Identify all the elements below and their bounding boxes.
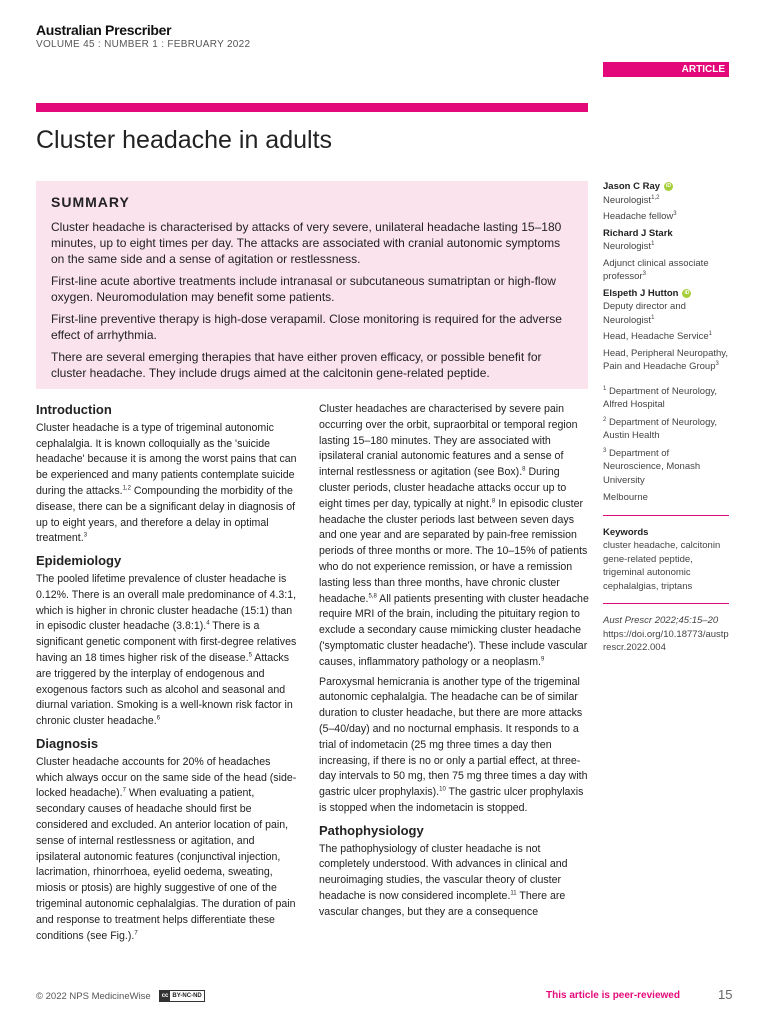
article-title: Cluster headache in adults — [36, 126, 333, 154]
section-heading-introduction: Introduction — [36, 402, 112, 417]
affiliation: $^2$ Department of Neurology, Austin Health — [603, 416, 718, 441]
keywords-heading: Keywords — [603, 526, 649, 538]
journal-logo: Australian Prescriber — [36, 22, 172, 38]
citation: Aust Prescr 2022;45:15–20 — [603, 615, 719, 626]
keywords-list: cluster headache, calcitonin gene-related peptide, trigeminal autonomic cephalalgias, triptans — [603, 540, 721, 592]
article-type-badge: ARTICLE — [603, 62, 729, 77]
affiliation: $^1$ Department of Neurology, Alfred Hospital — [603, 385, 718, 410]
author-name: Elspeth J Hutton iD — [603, 287, 690, 299]
summary-paragraph: There are several emerging therapies that have either proven efficacy, or possible benefit for cluster headache. They include drugs aimed at the calcitonin gene-related peptide. — [51, 350, 542, 380]
body-paragraph: Cluster headache is a type of trigeminal autonomic cephalalgia. It is known colloquially as the 'suicide headache' because it is among the worst pains that can be experienced and many patients contemplate suicide during the attacks.$^{1,2}$ Compounding the morbidity of the disease, there can be a significant delay in diagnosis of up to eight years, and therefore a delay in optimal treatment.$^3$ — [36, 421, 297, 545]
affiliation: $^3$ Department of Neuroscience, Monash University — [603, 447, 701, 486]
title-rule — [36, 103, 588, 112]
author-block — [603, 180, 729, 224]
author-name: Jason C Ray iD — [603, 181, 672, 192]
body-paragraph: The pathophysiology of cluster headache is not completely understood. With advances in clinical and neuroimaging studies, the vascular theory of cluster headache is now considered incomplete.$^{11}$ There are vascular changes, but they are a consequence — [319, 842, 568, 918]
body-column-right — [319, 402, 589, 925]
summary-paragraph: First-line preventive therapy is high-dose verapamil. Close monitoring is required for the adverse effect of arrhythmia. — [51, 312, 562, 342]
author-role: Adjunct clinical associate professor$^3$ — [603, 257, 709, 282]
author-role: Head, Peripheral Neuropathy, Pain and Headache Group$^3$ — [603, 347, 728, 372]
body-paragraph: Paroxysmal hemicrania is another type of the trigeminal autonomic cephalalgia. The headache can be of similar duration to cluster headache, but there are more attacks (5–40/day) and no nocturnal emphasis. It responds to a trial of indometacin (25 mg three times a day then increasing, if there is no or only a partial effect, at three-day intervals to 50 mg, then 75 mg three times a day with gastric ulcer prophylaxis).$^{10}$ The gastric ulcer prophylaxis is stopped when the indometacin is stopped. — [319, 675, 588, 814]
section-heading-diagnosis: Diagnosis — [36, 735, 99, 751]
doi-link[interactable]: https://doi.org/10.18773/austprescr.2022.004 — [603, 628, 729, 653]
section-heading-pathophysiology: Pathophysiology — [319, 822, 424, 838]
body-column-left — [36, 402, 298, 948]
sidebar-divider — [603, 515, 729, 516]
author-role: Neurologist$^{1,2}$ — [603, 194, 660, 206]
author-name: Richard J Stark — [603, 227, 673, 239]
sidebar-divider — [603, 603, 729, 604]
summary-heading: SUMMARY — [51, 194, 130, 210]
author-block — [603, 227, 729, 284]
author-role: Deputy director and Neurologist$^1$ — [603, 301, 686, 326]
body-paragraph: Cluster headaches are characterised by severe pain occurring over the orbit, supraorbital or temporal region lasting 15–180 minutes. They are associated with ipsilateral cranial autonomic features and a sense of internal restlessness or agitation (see Box).$^8$ During cluster periods, cluster headache attacks occur up to eight times per day, typically at night.$^8$ In episodic cluster headache the cluster periods last between seven days and one year and are separated by pain-free remission periods of three months or more. The 10–15% of patients who do not experience remission, or have a remission lasting less than three months, have chronic cluster headache.$^{5,8}$ All patients presenting with cluster headache require MRI of the brain, including the pituitary region to exclude a secondary cause mimicking cluster headache ('symptomatic cluster headache'). These include vascular causes, inflammatory pathology or a neoplasm.$^9$ — [319, 403, 589, 668]
body-paragraph: The pooled lifetime prevalence of cluster headache is 0.12%. There is an overall male predominance of 4.3:1, which is higher in chronic cluster headache (15:1) than in episodic cluster headache (3.8:1).$^4$ There is a significant genetic component with first-degree relatives having an 18 times higher risk of the disease.$^5$ Attacks are triggered by the interplay of endogenous and exogenous factors such as alcohol and seasonal and diurnal variation. Smoking is a well-known risk factor in chronic cluster headache.$^6$ — [36, 572, 297, 728]
affiliation: Melbourne — [603, 492, 648, 503]
author-sidebar — [603, 180, 729, 655]
section-heading-epidemiology: Epidemiology — [36, 553, 122, 569]
peer-review-note: This article is peer-reviewed — [546, 990, 680, 1001]
body-paragraph: Cluster headache accounts for 20% of headaches which always occur on the same side of the head (side-locked headache).$^7$ When evaluating a patient, secondary causes of headache should first be considered and excluded. An anterior location of pain, sense of internal restlessness or agitation, and ipsilateral autonomic features (conjunctival injection, lacrimation, rhinorrhoea, eyelid oedema, sweating, miosis or ptosis) are highly suggestive of one of the trigeminal autonomic cephalalgias. The duration of pain and response to treatment helps differentiate these conditions (see Fig.).$^7$ — [36, 755, 297, 942]
page-number: 15 — [718, 987, 733, 1002]
cc-license-icon[interactable]: cc BY-NC-ND — [159, 990, 205, 1002]
author-role: Neurologist$^1$ — [603, 240, 655, 252]
summary-paragraph: Cluster headache is characterised by attacks of very severe, unilateral headache lasting 15–180 minutes, up to eight times per day. The attacks are associated with cranial autonomic symptoms on the same side and a sense of agitation or restlessness. — [51, 220, 562, 266]
summary-paragraph: First-line acute abortive treatments include intranasal or subcutaneous sumatriptan or high-flow oxygen. Neuromodulation may benefit some patients. — [51, 274, 556, 304]
author-role: Headache fellow$^3$ — [603, 210, 677, 222]
author-role: Head, Headache Service$^1$ — [603, 330, 712, 342]
orcid-icon[interactable]: iD — [684, 289, 690, 296]
author-block — [603, 287, 729, 374]
issue-info: VOLUME 45 : NUMBER 1 : FEBRUARY 2022 — [36, 39, 251, 50]
orcid-icon[interactable]: iD — [666, 183, 672, 190]
summary-box — [36, 181, 588, 389]
footer-copyright: © 2022 NPS MedicineWise cc BY-NC-ND — [36, 990, 205, 1002]
